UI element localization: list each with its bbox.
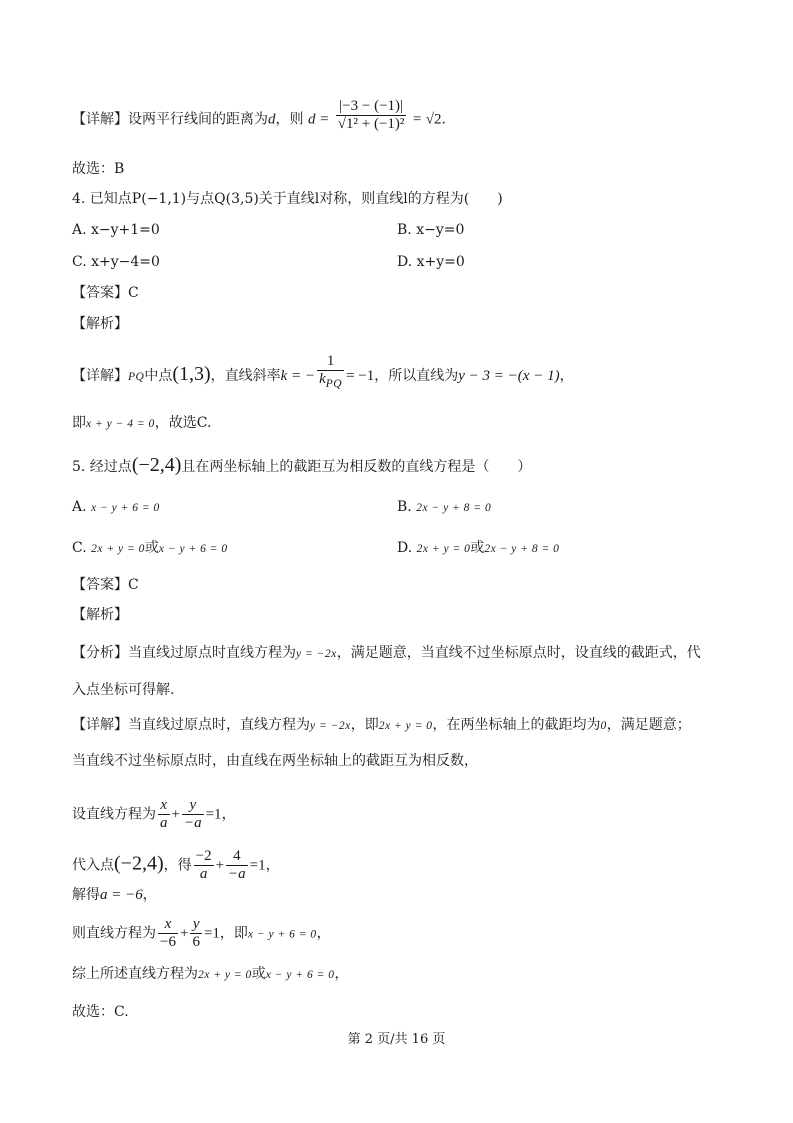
q5-detail-line7: 综上所述直线方程为2x + y = 0或x − y + 6 = 0，	[72, 966, 349, 982]
q4-answer: 【答案】C	[72, 285, 139, 301]
q4-detail-line2: 即x + y − 4 = 0，故选C.	[72, 415, 212, 431]
distance-formula-lhs: d =	[307, 111, 330, 128]
q5-analysis-tag: 【解析】	[72, 607, 128, 623]
q5-option-d: D. 2x + y = 0或2x − y + 8 = 0	[397, 540, 560, 556]
q5-analysis-line1: 【分析】当直线过原点时直线方程为y = −2x，满足题意，当直线不过坐标原点时，设直线的截距式，代	[72, 645, 701, 661]
q5-detail-line6: 则直线方程为 $\frac{x}{-6}$ + $\frac{y}{6}$ =1，即x − y + 6 = 0，	[72, 916, 331, 950]
q5-analysis-line2: 入点坐标可得解.	[72, 682, 175, 698]
page-footer: 第 2 页/共 16 页	[347, 1032, 446, 1047]
q4-option-d: D. x+y=0	[397, 254, 465, 270]
q4-analysis-tag: 【解析】	[72, 316, 128, 332]
q5-detail-line1: 【详解】当直线过原点时，直线方程为y = −2x，即2x + y = 0，在两坐标轴上的截距均为0，满足题意；	[72, 717, 691, 733]
q5-detail-line5: 解得a = −6，	[72, 887, 157, 903]
p3-choice: 故选：B	[72, 161, 125, 177]
q4-stem: 4. 已知点P(−1,1)与点Q(3,5)关于直线l对称，则直线l的方程为( )	[72, 191, 503, 207]
q5-option-a: A. x − y + 6 = 0	[72, 499, 160, 515]
q5-detail-line2: 当直线不过坐标原点时，由直线在两坐标轴上的截距互为相反数，	[72, 753, 478, 769]
q5-detail-line3: 设直线方程为 $\frac{x}{a}$ + $\frac{y}{-a}$ =1，	[72, 797, 236, 831]
q5-detail-line4: 代入点(−2,4)，得 $\frac{-2}{a}$ + $\frac{4}{-a}$ =1，	[72, 848, 280, 882]
detail-tag: 【详解】	[72, 111, 128, 128]
q5-option-b: B. 2x − y + 8 = 0	[397, 499, 492, 515]
q4-option-c: C. x+y−4=0	[72, 254, 160, 270]
q5-option-c: C. 2x + y = 0或x − y + 6 = 0	[72, 540, 228, 556]
q5-answer: 【答案】C	[72, 577, 139, 593]
q5-stem: 5. 经过点(−2,4)且在两坐标轴上的截距互为相反数的直线方程是（ ）	[72, 454, 532, 476]
distance-fraction: $\frac{|-3 - (-1)|}{\text{√1² + (−1)²}}$	[337, 98, 405, 132]
q4-detail-line: 【详解】PQ中点(1,3)，直线斜率k = − $\frac{1}{k_{PQ}}$ = −1，所以直线为y − 3 = −(x − 1)，	[72, 353, 574, 390]
q4-option-b: B. x−y=0	[397, 222, 465, 238]
q4-option-a: A. x−y+1=0	[72, 222, 160, 238]
p3-detail-line: 【详解】设两平行线间的距离为d，则 d = $\frac{|-3 - (-1)|}{\text{√1² + (−1)²}}$ = √2.	[72, 98, 446, 132]
q5-choice: 故选：C.	[72, 1004, 129, 1020]
